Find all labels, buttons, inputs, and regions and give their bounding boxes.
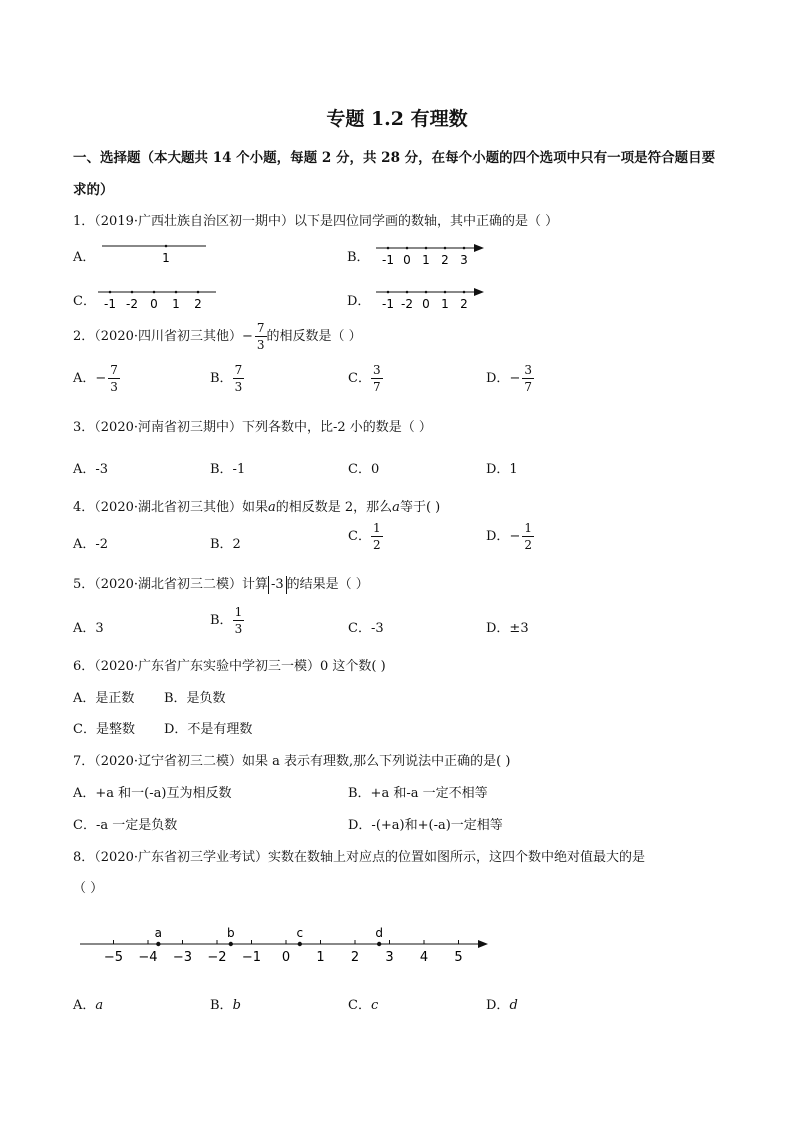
q1-option-b[interactable]: B． — [347, 250, 370, 265]
q1-c-tick-label: 2 — [194, 297, 202, 311]
q8-point-label-a: a — [154, 926, 163, 940]
q8-number-line — [78, 918, 494, 968]
q1-c-tick-mark — [109, 291, 112, 294]
q3-option-b[interactable]: B．-1 — [210, 462, 246, 477]
q1-b-tick-mark — [406, 247, 409, 250]
q1-d-axis — [374, 282, 488, 312]
q5-option-c[interactable]: C．-3 — [348, 621, 384, 636]
q1-b-tick-mark — [425, 247, 428, 250]
q7-option-b[interactable]: B．+a 和-a 一定不相等 — [348, 786, 488, 801]
q1-b-tick-label: 3 — [460, 253, 468, 267]
q1-b-tick-label: 0 — [403, 253, 411, 267]
q2-option-b[interactable]: B． $\frac{7}{3}$ — [210, 363, 243, 394]
q1-a-axis — [98, 238, 210, 268]
q8-point-c — [298, 942, 302, 946]
q8-tick-label: 1 — [316, 950, 325, 965]
q4-option-d[interactable]: D．− $\frac{1}{2}$ — [486, 521, 532, 552]
q8-stem-cont: （ ） — [73, 881, 104, 896]
q1-c-tick-mark — [197, 291, 200, 294]
q4-option-b[interactable]: B．2 — [210, 537, 241, 552]
q8-tick-label: 4 — [419, 950, 429, 965]
q1-stem: 1．（2019·广西壮族自治区初一期中）以下是四位同学画的数轴，其中正确的是（ ） — [73, 214, 559, 229]
q1-d-tick-mark — [387, 291, 390, 294]
section-heading-cont: 求的） — [73, 182, 114, 198]
q1-d-tick-label: 2 — [460, 297, 468, 311]
q5-option-a[interactable]: A．3 — [73, 621, 104, 636]
q1-d-tick-label: -2 — [401, 297, 413, 311]
q1-d-tick-label: 0 — [422, 297, 430, 311]
q6-stem: 6．（2020·广东省广东实验中学初三一模）0 这个数( ) — [73, 659, 386, 674]
q2-option-c[interactable]: C． $\frac{3}{7}$ — [348, 363, 381, 394]
q5-absolute-value: -3 — [268, 576, 287, 594]
q8-tick-label: 2 — [350, 950, 360, 965]
q8-stem: 8．（2020·广东省初三学业考试）实数在数轴上对应点的位置如图所示，这四个数中绝对值最大的是 — [73, 850, 645, 865]
q8-point-b — [229, 942, 233, 946]
q8-point-d — [377, 942, 381, 946]
page-title: 专题 1.2 有理数 — [326, 108, 468, 130]
q6-option-c[interactable]: C．是整数 — [73, 722, 135, 737]
q2-option-a[interactable]: A．− $\frac{7}{3}$ — [73, 363, 118, 394]
q6-option-b[interactable]: B．是负数 — [164, 691, 226, 706]
q3-option-d[interactable]: D．1 — [486, 462, 518, 477]
q8-option-c[interactable]: C．c — [348, 998, 379, 1013]
q2-option-d[interactable]: D．− $\frac{3}{7}$ — [486, 363, 532, 394]
q1-b-axis — [374, 238, 488, 268]
q1-option-d[interactable]: D． — [347, 294, 371, 309]
q4-stem: 4．（2020·湖北省初三其他）如果a的相反数是 2，那么a等于( ) — [73, 500, 441, 515]
q1-d-tick-label: -1 — [382, 297, 394, 311]
q8-tick-label: 0 — [281, 950, 291, 965]
q1-d-tick-mark — [444, 291, 447, 294]
q8-tick-label: −3 — [172, 950, 193, 965]
q1-d-tick-label: 1 — [441, 297, 449, 311]
q1-a-tick: 1 — [162, 251, 170, 265]
q4-option-a[interactable]: A．-2 — [73, 537, 109, 552]
q3-option-c[interactable]: C．0 — [348, 462, 380, 477]
q4-option-c[interactable]: C． $\frac{1}{2}$ — [348, 521, 381, 552]
q1-c-axis — [96, 282, 220, 312]
q1-b-tick-mark — [463, 247, 466, 250]
q1-d-tick-mark — [406, 291, 409, 294]
q7-option-c[interactable]: C．-a 一定是负数 — [73, 818, 178, 833]
q3-stem: 3．（2020·河南省初三期中）下列各数中，比-2 小的数是（ ） — [73, 420, 432, 435]
q5-stem: 5．（2020·湖北省初三二模）计算 -3 的结果是（ ） — [73, 577, 369, 592]
q8-tick-label: −2 — [207, 950, 227, 965]
q3-option-a[interactable]: A．-3 — [73, 462, 109, 477]
q7-stem: 7．（2020·辽宁省初三二模）如果 a 表示有理数,那么下列说法中正确的是( ) — [73, 754, 511, 769]
q1-c-tick-mark — [175, 291, 178, 294]
q1-c-tick-mark — [131, 291, 134, 294]
q8-tick-label: −5 — [103, 950, 124, 965]
q8-point-a — [156, 942, 160, 946]
q7-option-d[interactable]: D．-(+a)和+(-a)一定相等 — [348, 818, 503, 833]
q1-b-tick-label: 2 — [441, 253, 449, 267]
q1-b-tick-mark — [387, 247, 390, 250]
q8-point-label-b: b — [226, 926, 235, 940]
q6-option-d[interactable]: D．不是有理数 — [164, 722, 253, 737]
q1-d-tick-mark — [425, 291, 428, 294]
q6-option-a[interactable]: A．是正数 — [73, 691, 135, 706]
q2-fraction: $\frac{7}{3}$ — [256, 321, 265, 352]
q1-d-tick-mark — [463, 291, 466, 294]
q8-point-label-d: d — [375, 926, 383, 940]
q1-option-a[interactable]: A． — [73, 250, 96, 265]
q8-option-a[interactable]: A．a — [73, 998, 104, 1013]
q1-b-tick-label: -1 — [382, 253, 394, 267]
q1-c-tick-label: -2 — [126, 297, 138, 311]
q8-tick-label: 5 — [454, 950, 463, 965]
q1-b-tick-label: 1 — [422, 253, 430, 267]
q5-option-b[interactable]: B． $\frac{1}{3}$ — [210, 605, 243, 636]
section-heading: 一、选择题（本大题共 14 个小题，每题 2 分，共 28 分，在每个小题的四个选项中只有一项是符合题目要 — [73, 150, 716, 166]
q8-point-label-c: c — [296, 926, 304, 940]
q8-option-d[interactable]: D．d — [486, 998, 518, 1013]
q1-b-tick-mark — [444, 247, 447, 250]
q1-c-tick-label: 0 — [150, 297, 158, 311]
q1-c-tick-label: -1 — [104, 297, 116, 311]
q1-option-c[interactable]: C． — [73, 294, 96, 309]
q1-c-tick-label: 1 — [172, 297, 180, 311]
q8-option-b[interactable]: B．b — [210, 998, 241, 1013]
q7-option-a[interactable]: A．+a 和一(-a)互为相反数 — [73, 786, 232, 801]
q5-option-d[interactable]: D．±3 — [486, 621, 529, 636]
q8-tick-label: 3 — [385, 950, 394, 965]
q8-tick-label: −4 — [138, 950, 158, 965]
q1-c-tick-mark — [153, 291, 156, 294]
q8-tick-label: −1 — [241, 950, 262, 965]
q2-stem: 2．（2020·四川省初三其他）− $\frac{7}{3}$ 的相反数是（ ） — [73, 321, 362, 352]
